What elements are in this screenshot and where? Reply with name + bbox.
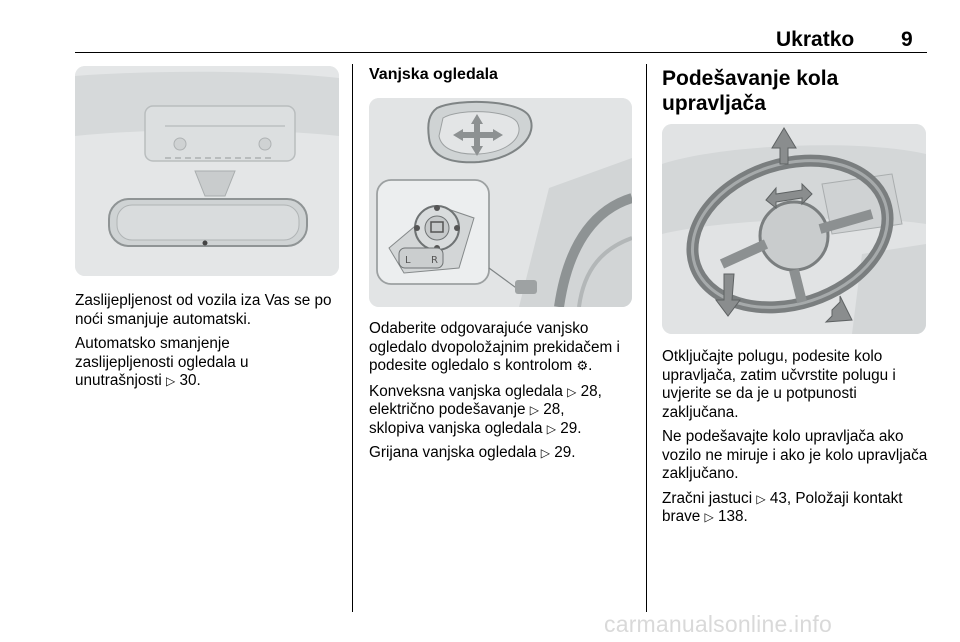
column-2-body [369,320,639,469]
page-ref-link[interactable]: 30. [179,372,201,389]
steering-wheel-adjustment-illustration [662,124,926,334]
page-ref-icon: ▷ [756,491,766,506]
column-3 [662,66,932,130]
svg-text:R: R [431,255,438,266]
column-3-body [662,348,932,533]
interior-mirror-figure [75,66,339,276]
steering-unlock-text: Otključajte polugu, podesite kolo upravljača, zatim učvrstite polugu i uvjerite se da je u potpunosti zaključana. [662,348,896,421]
page-ref-link[interactable]: 29. [554,444,576,461]
section-heading-steering [662,66,932,116]
auto-dimming-line-2: zaslijepljenosti ogledala u [75,353,249,371]
steering-heading-line-2: upravljača [662,92,766,115]
auto-dimming-line-3: unutrašnjosti [75,372,162,389]
page-ref-link[interactable]: 138. [718,508,748,525]
page-ref-icon: ▷ [567,384,577,399]
page-ref-icon: ▷ [165,374,176,388]
select-mirror-line-3: podesite ogledalo s kontrolom [369,357,573,374]
steering-heading-line-1: Podešavanje kola [662,67,839,90]
running-header-title: Ukratko [776,28,855,51]
page-ref-icon: ▷ [546,421,556,436]
electric-adjust-text: električno podešavanje [369,401,526,418]
svg-text:L: L [405,255,411,266]
interior-mirror-illustration [75,66,339,276]
page-ref-link[interactable]: 43, Položaji kontakt [769,489,903,507]
page-number: 9 [901,28,913,51]
watermark-text: carmanualsonline.info [604,611,832,637]
section-heading-exterior-mirrors: Vanjska ogledala [369,66,498,83]
column-divider-right [646,64,647,612]
heated-mirrors-text: Grijana vanjska ogledala [369,444,537,461]
page-ref-icon: ▷ [540,446,551,460]
exterior-mirror-figure [369,98,632,307]
convex-mirrors-text: Konveksna vanjska ogledala [369,382,563,400]
auto-dimming-line-1: Automatsko smanjenje [75,335,230,352]
page-ref-icon: ▷ [529,403,539,417]
folding-mirrors-text: sklopiva vanjska ogledala [369,419,543,437]
header-rule [75,52,927,53]
page-ref-link[interactable]: 29. [560,419,582,437]
column-2 [369,66,637,99]
steering-wheel-figure [662,124,926,334]
heated-mirrors-reference [369,444,639,463]
ignition-text: brave [662,508,701,525]
mirror-control-icon: ⚙ [576,359,589,374]
airbag-ignition-reference [662,490,932,527]
page-ref-link[interactable]: 28, [543,401,565,418]
airbags-text: Zračni jastuci [662,489,753,507]
steering-warning-text: Ne podešavajte kolo upravljača ako vozilo ne miruje i ako je kolo upravljača zaključano. [662,428,928,482]
select-mirror-line-2: ogledalo dvopoložajnim prekidačem i [369,338,620,356]
page-ref-link[interactable]: 28, [580,382,602,400]
mirror-cross-references [369,383,639,439]
exterior-mirror-switch-illustration [369,98,632,307]
column-divider-left [352,64,353,612]
mirror-dimming-text: Zaslijepljenost od vozila iza Vas se po noći smanjuje automatski. [75,292,332,328]
select-mirror-text: Odaberite odgovarajuće vanjsko ogledalo dvopoložajnim prekidačem i podesite ogledalo s kontrolom ⚙. [369,320,620,374]
auto-dimming-reference [75,335,345,391]
page-ref-icon: ▷ [704,510,714,524]
column-1 [75,292,345,397]
select-mirror-line-1: Odaberite odgovarajuće vanjsko [369,320,589,337]
